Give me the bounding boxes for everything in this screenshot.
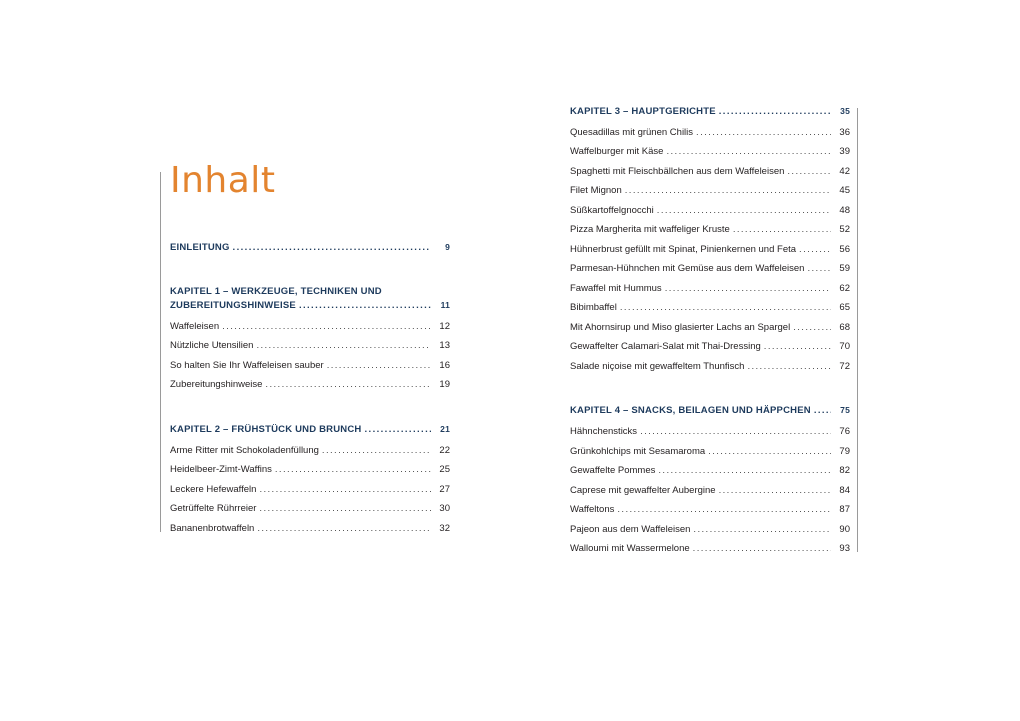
toc-leader-dots — [327, 360, 431, 372]
toc-leader-dots — [265, 379, 431, 391]
toc-entry[interactable] — [170, 340, 450, 352]
toc-page-number: 42 — [839, 166, 850, 177]
toc-page-number: 16 — [439, 360, 450, 371]
toc-leader-dots — [814, 405, 831, 417]
toc-page-number: 87 — [839, 504, 850, 515]
toc-chapter-3[interactable] — [570, 105, 850, 118]
toc-page-number: 27 — [439, 484, 450, 495]
toc-page-number: 11 — [440, 300, 450, 310]
toc-page-number: 48 — [839, 205, 850, 216]
toc-chapter-label: ZUBEREITUNGSHINWEISE — [170, 300, 296, 311]
toc-page-number: 36 — [839, 127, 850, 138]
toc-chapter1-line1: KAPITEL 1 – WERKZEUGE, TECHNIKEN UND — [170, 286, 382, 297]
toc-page-number: 25 — [439, 464, 450, 475]
toc-entry-label: Zubereitungshinweise — [170, 379, 263, 390]
toc-entry[interactable] — [570, 524, 850, 536]
toc-entry[interactable] — [570, 263, 850, 275]
toc-entry-label: Hähnchensticks — [570, 426, 638, 437]
right-column-rule — [857, 108, 858, 552]
toc-page-number: 45 — [839, 185, 850, 196]
toc-entry-label: Leckere Hefewaffeln — [170, 484, 257, 495]
left-column-rule — [160, 172, 161, 532]
toc-entry-label: Bananenbrotwaffeln — [170, 523, 255, 534]
toc-leader-dots — [256, 340, 431, 352]
toc-entry-label: Waffelburger mit Käse — [570, 146, 664, 157]
toc-entry[interactable] — [170, 484, 450, 496]
toc-page-number: 82 — [839, 465, 850, 476]
toc-leader-dots — [764, 341, 831, 353]
toc-page-number: 19 — [439, 379, 450, 390]
toc-entry-label: Pizza Margherita mit waffeliger Kruste — [570, 224, 730, 235]
toc-leader-dots — [640, 426, 831, 438]
toc-entry-label: Waffeleisen — [170, 321, 220, 332]
toc-page-number: 32 — [439, 523, 450, 534]
toc-page-number: 79 — [839, 446, 850, 457]
toc-leader-dots — [733, 224, 831, 236]
toc-entry[interactable] — [570, 543, 850, 555]
toc-page-number: 12 — [439, 321, 450, 332]
toc-leader-dots — [719, 106, 831, 118]
toc-page-number: 62 — [839, 283, 850, 294]
toc-page-number: 13 — [439, 340, 450, 351]
toc-page-number: 35 — [840, 106, 850, 116]
toc-leader-dots — [665, 283, 831, 295]
toc-leader-dots — [747, 361, 831, 373]
toc-entry[interactable] — [570, 446, 850, 458]
toc-leader-dots — [666, 146, 831, 158]
toc-chapter-intro[interactable] — [170, 241, 450, 254]
toc-entry[interactable] — [570, 485, 850, 497]
toc-entry[interactable] — [570, 244, 850, 256]
toc-leader-dots — [799, 244, 831, 256]
toc-leader-dots — [708, 446, 831, 458]
toc-entry-label: Hühnerbrust gefüllt mit Spinat, Pinienkernen und Feta — [570, 244, 797, 255]
toc-entry-label: Getrüffelte Rührreier — [170, 503, 257, 514]
toc-entry-label: Filet Mignon — [570, 185, 622, 196]
toc-page-number: 56 — [839, 244, 850, 255]
toc-leader-dots — [719, 485, 831, 497]
toc-entry[interactable] — [570, 283, 850, 295]
toc-page-number: 93 — [839, 543, 850, 554]
toc-entry[interactable] — [170, 379, 450, 391]
toc-entry[interactable] — [570, 127, 850, 139]
toc-entry-label: So halten Sie Ihr Waffeleisen sauber — [170, 360, 324, 371]
toc-entry-label: Parmesan-Hühnchen mit Gemüse aus dem Waffeleisen — [570, 263, 805, 274]
toc-leader-dots — [657, 205, 831, 217]
toc-entry[interactable] — [570, 166, 850, 178]
toc-entry-label: Süßkartoffelgnocchi — [570, 205, 654, 216]
toc-leader-dots — [259, 503, 431, 515]
toc-entry-label: Gewaffelte Pommes — [570, 465, 656, 476]
toc-page-number: 9 — [445, 242, 450, 252]
toc-entry[interactable] — [570, 322, 850, 334]
toc-entry-label: Quesadillas mit grünen Chilis — [570, 127, 694, 138]
toc-page-number: 21 — [440, 424, 450, 434]
toc-leader-dots — [222, 321, 431, 333]
toc-leader-dots — [793, 322, 831, 334]
toc-page-number: 39 — [839, 146, 850, 157]
toc-leader-dots — [617, 504, 831, 516]
toc-entry[interactable] — [570, 185, 850, 197]
toc-page-number: 59 — [839, 263, 850, 274]
toc-chapter-label: KAPITEL 3 – HAUPTGERICHTE — [570, 106, 716, 117]
toc-leader-dots — [299, 300, 431, 312]
toc-leader-dots — [693, 543, 831, 555]
toc-entry[interactable] — [170, 360, 450, 372]
toc-entry[interactable] — [570, 302, 850, 314]
toc-page-number: 22 — [439, 445, 450, 456]
toc-entry[interactable] — [570, 465, 850, 477]
toc-page-number: 68 — [839, 322, 850, 333]
toc-page-number: 90 — [839, 524, 850, 535]
toc-entry-label: Waffeltons — [570, 504, 615, 515]
toc-entry[interactable] — [570, 205, 850, 217]
toc-entry[interactable] — [570, 146, 850, 158]
toc-entry-label: Walloumi mit Wassermelone — [570, 543, 690, 554]
toc-entry-label: Spaghetti mit Fleischbällchen aus dem Waffeleisen — [570, 166, 785, 177]
toc-leader-dots — [787, 166, 831, 178]
toc-entry-label: Fawaffel mit Hummus — [570, 283, 662, 294]
toc-entry-label: Arme Ritter mit Schokoladenfüllung — [170, 445, 319, 456]
toc-entry-label: Bibimbaffel — [570, 302, 617, 313]
toc-leader-dots — [364, 424, 431, 436]
toc-entry[interactable] — [170, 503, 450, 515]
toc-leader-dots — [807, 263, 831, 275]
toc-page-number: 76 — [839, 426, 850, 437]
toc-entry[interactable] — [570, 426, 850, 438]
toc-entry-label: Pajeon aus dem Waffeleisen — [570, 524, 691, 535]
toc-entry[interactable] — [170, 445, 450, 457]
toc-entry[interactable] — [170, 321, 450, 333]
toc-leader-dots — [259, 484, 431, 496]
toc-page-number: 84 — [839, 485, 850, 496]
toc-entry-label: Heidelbeer-Zimt-Waffins — [170, 464, 272, 475]
toc-page-number: 70 — [839, 341, 850, 352]
toc-entry-label: Salade niçoise mit gewaffeltem Thunfisch — [570, 361, 745, 372]
page-title: Inhalt — [170, 160, 276, 201]
toc-leader-dots — [693, 524, 831, 536]
toc-leader-dots — [233, 242, 431, 254]
toc-leader-dots — [620, 302, 831, 314]
toc-chapter-1[interactable] — [170, 299, 450, 312]
toc-page-number: 30 — [439, 503, 450, 514]
toc-leader-dots — [625, 185, 831, 197]
toc-chapter-label: KAPITEL 2 – FRÜHSTÜCK UND BRUNCH — [170, 424, 362, 435]
toc-entry[interactable] — [570, 504, 850, 516]
toc-leader-dots — [658, 465, 831, 477]
toc-chapter-4[interactable] — [570, 404, 850, 417]
toc-leader-dots — [322, 445, 431, 457]
toc-chapter-2[interactable] — [170, 423, 450, 436]
toc-entry-label: Grünkohlchips mit Sesamaroma — [570, 446, 706, 457]
toc-entry[interactable] — [170, 464, 450, 476]
toc-page-number: 72 — [839, 361, 850, 372]
toc-leader-dots — [696, 127, 831, 139]
toc-entry[interactable] — [170, 523, 450, 535]
toc-entry[interactable] — [570, 341, 850, 353]
toc-chapter-label: KAPITEL 4 – SNACKS, BEILAGEN UND HÄPPCHEN — [570, 405, 811, 416]
toc-entry-label: Caprese mit gewaffelter Aubergine — [570, 485, 716, 496]
toc-page-number: 52 — [839, 224, 850, 235]
toc-leader-dots — [257, 523, 431, 535]
toc-entry[interactable] — [570, 224, 850, 236]
toc-leader-dots — [275, 464, 431, 476]
toc-entry[interactable] — [570, 361, 850, 373]
toc-entry-label: Mit Ahornsirup und Miso glasierter Lachs an Spargel — [570, 322, 791, 333]
toc-chapter-label: EINLEITUNG — [170, 242, 230, 253]
toc-page-number: 75 — [840, 405, 850, 415]
toc-page-number: 65 — [839, 302, 850, 313]
toc-entry-label: Gewaffelter Calamari-Salat mit Thai-Dressing — [570, 341, 761, 352]
toc-entry-label: Nützliche Utensilien — [170, 340, 254, 351]
